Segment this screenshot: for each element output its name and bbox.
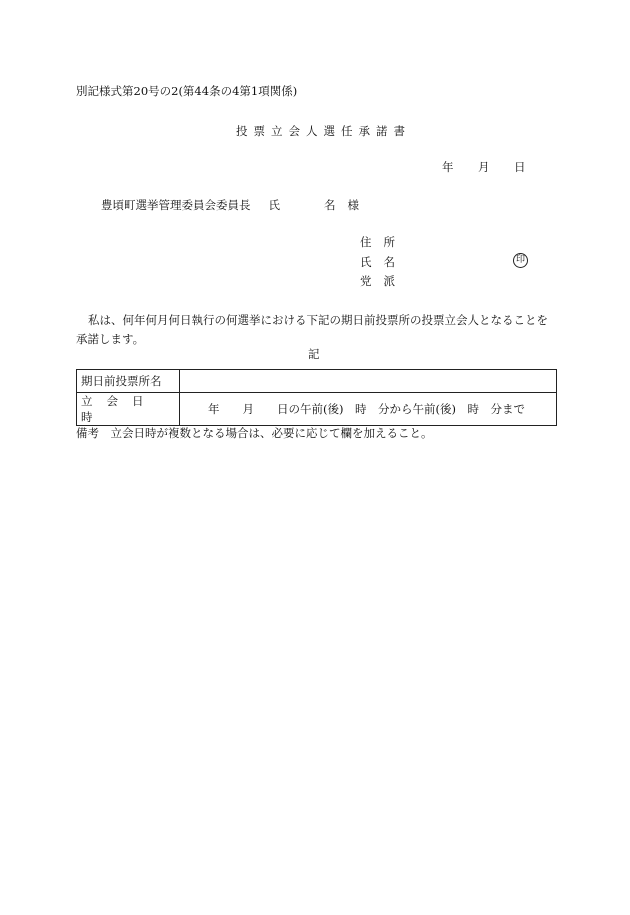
attendance-datetime-label: 立会日時 bbox=[77, 393, 180, 426]
addressee bbox=[101, 200, 359, 212]
polling-place-value bbox=[180, 370, 557, 393]
table-row bbox=[77, 393, 557, 426]
address-label: 住所 bbox=[360, 235, 407, 249]
addressee-shi: 氏 bbox=[268, 198, 280, 212]
party-label: 党派 bbox=[360, 274, 407, 288]
seal-icon: 印 bbox=[513, 253, 528, 268]
date-month: 月 bbox=[478, 160, 490, 174]
date-year: 年 bbox=[442, 160, 454, 174]
remarks: 備考 立会日時が複数となる場合は、必要に応じて欄を加えること。 bbox=[76, 426, 433, 440]
record-heading: 記 bbox=[308, 347, 320, 361]
addressee-org: 豊頃町選挙管理委員会委員長 bbox=[101, 198, 251, 212]
polling-place-label: 期日前投票所名 bbox=[77, 370, 180, 393]
attendance-datetime-value: 年 月 日の午前(後) 時 分から午前(後) 時 分まで bbox=[180, 393, 557, 426]
addressee-sama: 様 bbox=[347, 198, 359, 212]
table-row bbox=[77, 370, 557, 393]
document-title: 投票立会人選任承諾書 bbox=[236, 124, 411, 138]
date-line bbox=[442, 162, 526, 174]
form-reference: 別記様式第20号の2(第44条の4第1項関係) bbox=[76, 84, 298, 98]
date-day: 日 bbox=[514, 160, 526, 174]
addressee-mei: 名 bbox=[324, 198, 336, 212]
statement-text: 私は、何年何月何日執行の何選挙における下記の期日前投票所の投票立会人となることを承諾します。 bbox=[76, 313, 548, 346]
name-label: 氏名 bbox=[360, 255, 407, 269]
detail-table bbox=[76, 369, 557, 426]
